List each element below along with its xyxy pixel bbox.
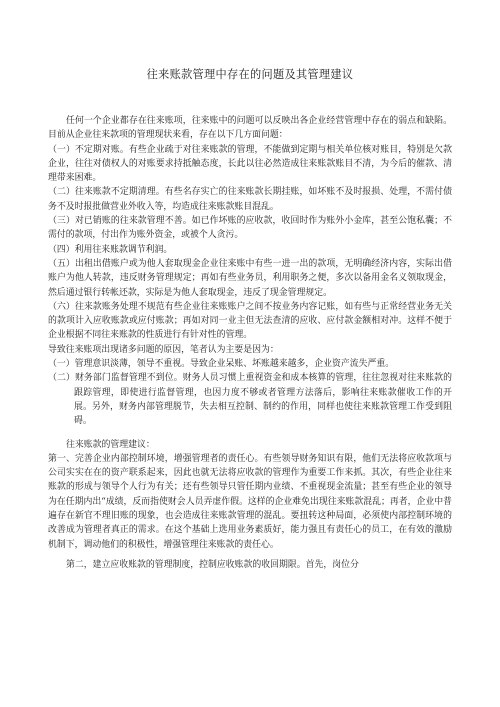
paragraph-problem-6: （六）往来款账务处理不规范有些企业往来账账户之间不按业务内容记账，如有些与正常经营业务无关的款项计入应收账款或应付账款；再如对同一业主但无法查清的应收、应付款金额相对冲。这样不便于企业根据不同往来账款的性质进行有针对性的管理。 (48, 301, 452, 341)
paragraph-advice-heading: 往来账款的管理建议： (66, 439, 155, 450)
paragraph-problem-2: （二）往来账款不定期清理。有些名存实亡的往来账款长期挂账，如坏账不及时报损、处理，不需付债务不及时报批做营业外收入等，均造成往来账款账目混乱。 (48, 187, 452, 212)
paragraph-problem-4: （四）利用往来账款调节利润。 (48, 244, 173, 255)
document-title: 往来账款管理中存在的问题及其管理建议 (146, 68, 354, 81)
document-body (48, 114, 452, 572)
paragraph-advice-1: 第一、完善企业内部控制环境，增强管理者的责任心。有些领导财务知识有限，他们无法将应收款项与公司实实在在的资产联系起来，因此也就无法将应收款的管理作为重要工作来抓。其次，有些企业往来账款的形成与领导个人行为有关；还有些领导只管任期内业绩、不重视现金流量；甚至有些企业的领导为在任期内出“成绩，反而指使财会人员弄虚作假。这样的企业难免出现往来账款混乱；再者，企业中普遍存在新官不理旧账的现象，也会造成往来账款管理的混乱。要扭转这种局面，必须使内部控制环境的改善成为管理者真正的需求。在这个基础上选用业务素质好，能力强且有责任心的员工，在有效的激励机制下，调动他们的积极性，增强管理往来账款的责任心。 (48, 453, 452, 550)
paragraph-intro: 任何一个企业都存在往来账项，往来账中的问题可以反映出各企业经营管理中存在的弱点和缺陷。目前从企业往来款项的管理现状来看，存在以下几方面问题： (48, 116, 452, 141)
paragraph-problem-3: （三）对已销账的往来款管理不善。如已作坏账的应收款，收回时作为账外小金库，甚至公饱私囊；不需付的款项，付出作为账外资金，或被个人贪污。 (48, 216, 452, 241)
paragraph-cause-intro: 导致往来账项出现诸多问题的原因，笔者认为主要是因为： (48, 344, 279, 355)
paragraph-problem-1: （一）不定期对账。有些企业疏于对往来账款的管理，不能做到定期与相关单位核对账目，特别是欠款企业，往往对债权人的对账要求持抵触态度，长此以往必然造成往来账款账目不清，为今后的催款、清理带来困难。 (48, 144, 452, 184)
paragraph-problem-5: （五）出租出借账户或为他人套取现金企业往来账中有些一进一出的款项，无明确经济内容，实际出借账户为他人转款，违反财务管理规定；再如有些业务员，利用职务之便，多次以备用金名义领取现金，然后通过银行转帐还款，实际是为他人套取现金，违反了现金管理规定。 (48, 258, 452, 298)
paragraph-cause-2: （二）财务部门监督管理不到位。财务人员习惯上重视资金和成本核算的管理，往往忽视对往来账款的跟踪管理，即使进行监督管理，也因力度不够或者管理方法落后，影响往来账款催收工作的开展。另外，财务内部管理脱节，失去相互控制、制约的作用，同样也使往来账款管理工作受到阻碍。 (48, 373, 452, 427)
spacer (48, 429, 452, 438)
paragraph-cause-1: （一）管理意识淡薄，领导不重视。导致企业呆账、坏账越来越多，企业资产流失严重。 (48, 359, 395, 370)
paragraph-advice-2: 第二，建立应收账款的管理制度，控制应收账款的收回期限。首先，岗位分 (66, 559, 359, 570)
